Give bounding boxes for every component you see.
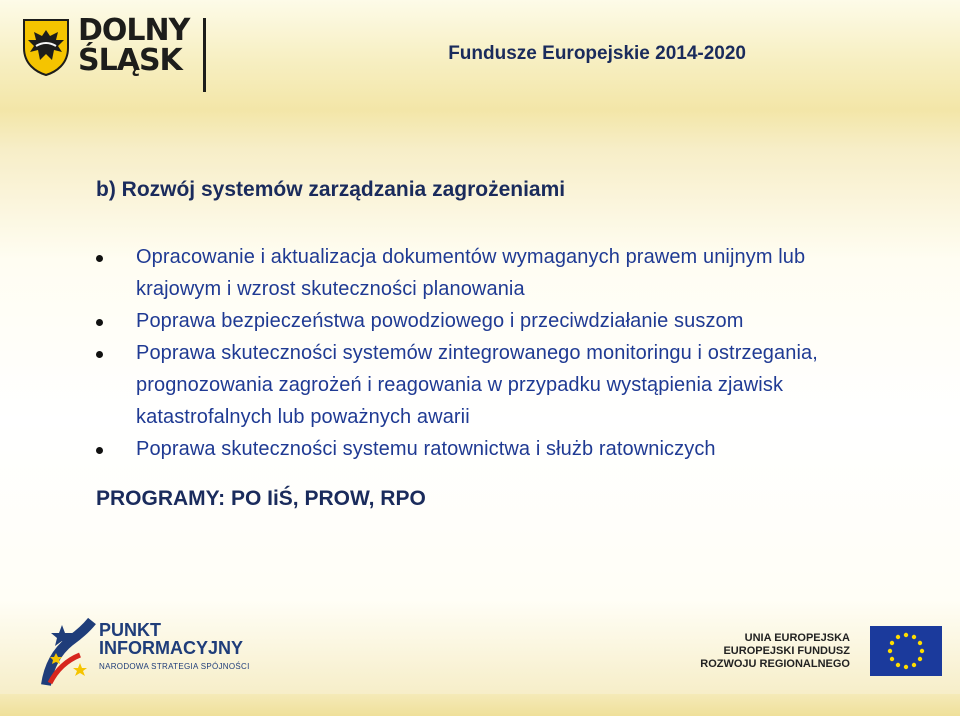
bullet-icon [96, 319, 103, 326]
bullet-text: Poprawa skuteczności systemów zintegrowanego monitoringu i ostrzegania, prognozowania zagrożeń i reagowania w przypadku wystąpienia zjawisk katastrofalnych lub poważnych awarii [136, 342, 818, 428]
header-divider [203, 18, 206, 92]
header-title: Fundusze Europejskie 2014-2020 [448, 43, 746, 64]
eu-stars-icon [870, 626, 942, 676]
dolny-slask-logo [22, 13, 192, 80]
ue-line1: UNIA EUROPEJSKA [744, 632, 850, 644]
bullet-icon [96, 351, 103, 358]
footer-bar [0, 694, 960, 716]
list-item [96, 305, 856, 337]
programs-label: PROGRAMY: PO IiŚ, PROW, RPO [96, 487, 426, 510]
bullet-icon [96, 255, 103, 262]
pi-line2: INFORMACYJNY [99, 638, 244, 658]
bullet-text: Opracowanie i aktualizacja dokumentów wymaganych prawem unijnym lub krajowym i wzrost skuteczności planowania [136, 246, 806, 300]
bullet-text: Poprawa bezpieczeństwa powodziowego i przeciwdziałanie suszom [136, 310, 744, 332]
logo-text-line2: ŚLĄSK [78, 43, 182, 78]
eu-flag-icon [870, 626, 942, 676]
list-item [96, 241, 856, 305]
punkt-informacyjny-logo [40, 617, 260, 687]
eu-logo [682, 626, 942, 676]
ue-line3: ROZWOJU REGIONALNEGO [700, 658, 850, 670]
bullet-list [96, 241, 856, 465]
bullet-icon [96, 447, 103, 454]
pi-line3: NARODOWA STRATEGIA SPÓJNOŚCI [99, 662, 250, 671]
bullet-text: Poprawa skuteczności systemu ratownictwa i służb ratowniczych [136, 438, 716, 460]
section-title: b) Rozwój systemów zarządzania zagrożeniami [96, 178, 566, 201]
list-item [96, 433, 856, 465]
pi-line1: PUNKT [99, 620, 161, 640]
ue-line2: EUROPEJSKI FUNDUSZ [723, 645, 850, 657]
logo-text-line1: DOLNY [78, 13, 190, 48]
list-item [96, 337, 856, 433]
eagle-shield-icon [22, 18, 70, 76]
star-swirl-icon [40, 617, 96, 687]
